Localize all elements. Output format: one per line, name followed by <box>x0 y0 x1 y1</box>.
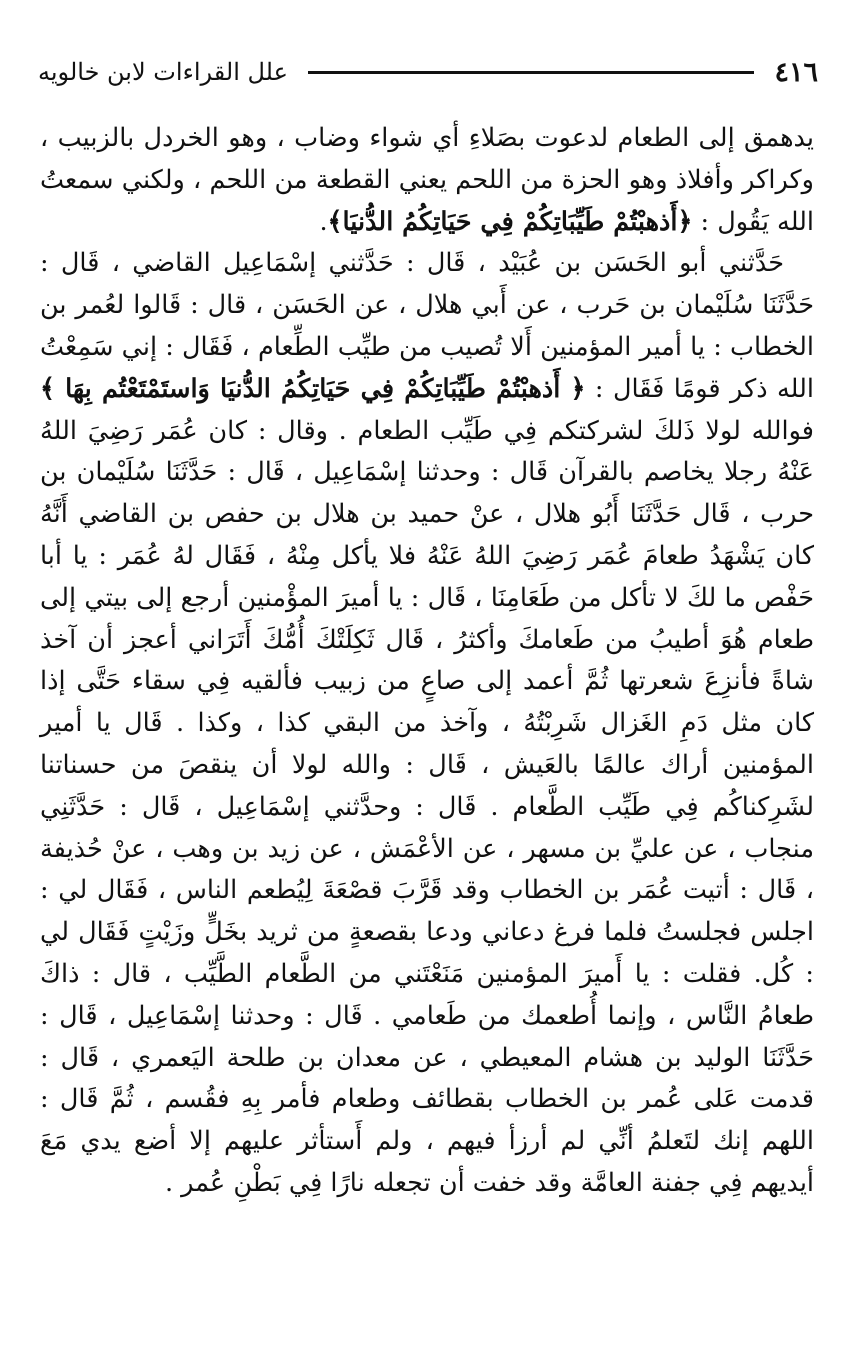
page-header <box>38 52 818 92</box>
paragraph <box>40 243 814 1204</box>
quran-quote: ﴿ أَذهبْتُمْ طَيِّبَاتِكُمْ فِي حَيَاتِكُمُ الدُّنيَا وَاستَمْتَعْتُم بِهَا ﴾ <box>40 373 586 404</box>
paragraph <box>40 118 814 243</box>
text-segment: فوالله لولا ذَلكَ لشركتكم فِي طَيِّب الطعام . وقال : كان عُمَر رَضِيَ اللهُ عَنْهُ رجلا يخاصم بالقرآن قَال : وحدثنا إسْمَاعِيل ، قَال : حَدَّثَنَا سُلَيْمان بن حرب ، قَال حَدَّثَنَا أَبُو هلال ، عنْ حميد بن هلال بن حفص بن القاضي أَنَّهُ كان يَشْهَدُ طعامَ عُمَر رَضِيَ اللهُ عَنْهُ فلا يأكل مِنْهُ ، فَقَال لهُ عُمَر : يا أبا حَفْص ما لكَ لا تأكل من طَعَامِنَا ، قَال : يا أميرَ المؤْمنين أرجع إلى بيتي إلى طعام هُوَ أطيبُ من طَعامكَ وأكثرُ ، قَال ثَكِلَتْكَ أُمُّكَ أَتَرَاني أعجز أن آخذ شاةً فأنزِعَ شعرتها ثُمَّ أعمد إلى صاعٍ من زبيب فألقيه فِي سقاء حَتَّى إذا كان مثل دَمِ الغَزال شَرِبْتُهُ ، وآخذ من البقي كذا ، وكذا . قَال يا أمير المؤمنين أراك عالمًا بالعَيش ، قَال : والله لولا أن ينقصَ من حسناتنا لشَرِكناكُم فِي طَيِّب الطَّعام . قَال : وحدَّثني إسْمَاعِيل ، قَال : حَدَّثَنِي منجاب ، عن عليِّ بن مسهر ، عن الأعْمَش ، عن زيد بن وهب ، عنْ حُذيفة ، قَال : أتيت عُمَر بن الخطاب وقد قَرَّبَ قصْعَةَ لِيُطعم الناس ، فَقَال لي : اجلس فجلستُ فلما فرغ دعاني ودعا بقصعةٍ من ثريد بخَلٍّ وزَيْتٍ فَقَال لي : كُل. فقلت : يا أَميرَ المؤمنين مَنَعْتَني من الطَّعام الطَّيِّب ، قال : ذاكَ طعامُ النَّاس ، وإنما أُطعمك من طَعامي . قَال : وحدثنا إسْمَاعِيل ، قَال : حَدَّثَنَا الوليد بن هشام المعيطي ، عن معدان بن طلحة اليَعمري ، قَال : قدمت عَلى عُمر بن الخطاب بقطائف وطعام فأمر بِهِ فقُسم ، ثُمَّ قَال : اللهم إنك لتَعلمُ أنِّي لم أرزأ فيهم ، ولم أَستأثر عليهم إلا أضع يدي مَعَ أيديهم فِي جفنة العامَّة وقد خفت أن تجعله نارًا فِي بَطْنِ عُمر . <box>40 415 814 1198</box>
quran-quote: ﴿أَذهبْتُمْ طَيِّبَاتِكُمْ فِي حَيَاتِكُمُ الدُّنيَا﴾ <box>327 206 693 237</box>
body-text <box>40 118 814 1205</box>
text-segment: حَدَّثني أبو الحَسَن بن عُبَيْد ، قَال : حَدَّثني إسْمَاعِيل القاضي ، قَال : حَدَّثَنَا سُلَيْمان بن حَرب ، عن أَبي هلال ، عن الحَسَن ، قال : قَالوا لعُمر بن الخطاب : يا أمير المؤمنين أَلا تُصيب من طيِّب الطِّعام ، فَقَال : إني سَمِعْتُ الله ذكر قومًا فَقَال : <box>40 248 814 404</box>
text-segment: يدهمق إلى الطعام لدعوت بصَلاءِ أي شواء وضاب ، وهو الخردل بالزبيب ، وكراكر وأفلاذ وهو الحزة من اللحم يعني القطعة من اللحم ، ولكني سمعتُ الله يَقُول : <box>40 123 814 237</box>
page-number: ٤١٦ <box>774 56 818 88</box>
text-segment: . <box>319 206 328 237</box>
header-rule <box>308 71 755 74</box>
running-title: علل القراءات لابن خالويه <box>38 58 288 86</box>
